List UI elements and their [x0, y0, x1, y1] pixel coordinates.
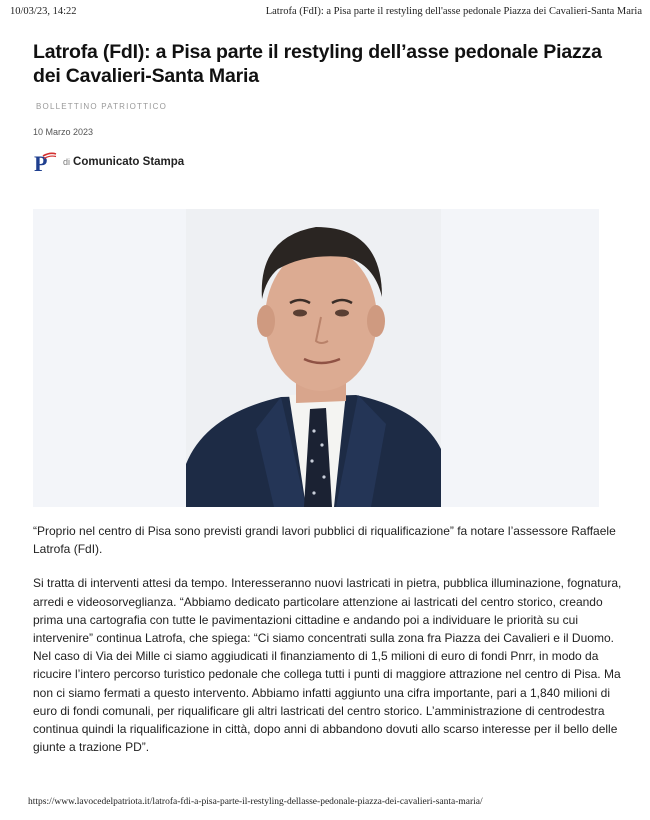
article-paragraph: “Proprio nel centro di Pisa sono previsti grandi lavori pubblici di riqualificazione” fa notare l’assessore Raffaele Latrofa (FdI).: [33, 524, 616, 557]
print-page-title: Latrofa (FdI): a Pisa parte il restyling dell'asse pedonale Piazza dei Cavalieri-Santa Maria: [265, 6, 642, 17]
print-footer-url: https://www.lavocedelpatriota.it/latrofa-fdi-a-pisa-parte-il-restyling-dellasse-pedonale-piazza-dei-cavalieri-santa-maria/: [28, 797, 483, 807]
author-prefix: di: [63, 157, 71, 167]
article-body: [33, 522, 623, 772]
article-title: Latrofa (FdI): a Pisa parte il restyling dell’asse pedonale Piazza dei Cavalieri-Santa Maria: [33, 41, 602, 87]
portrait-photo: [186, 209, 441, 507]
author-name[interactable]: Comunicato Stampa: [73, 156, 185, 168]
author-byline: [33, 150, 184, 174]
hero-image: [33, 209, 599, 507]
article-paragraph: Si tratta di interventi attesi da tempo. Interesseranno nuovi lastricati in pietra, pubblica illuminazione, fognatura, arredi e videosorveglianza. “Abbiamo dedicato particolare attenzione ai lastricati del centro storico, creando prima una cartografia con tutte le pavimentazioni cittadine e andando poi a individuare le priorità su cui intervenire” continua Latrofa, che spiega: “Ci siamo concentrati sulla zona fra Piazza dei Cavalieri e il Duomo. Nel caso di Via dei Mille ci siamo aggiudicati il finanziamento di 1,5 milioni di euro di fondi Pnrr, in modo da ricucire l’intero percorso turistico pedonale che collega tutti i punti di maggiore attrazione nel centro di Pisa. Ma non ci siamo fermati a questo intervento. Abbiamo infatti aggiunto una cifra importante, pari a 1,840 milioni di euro di fondi comunali, per riqualificare gli altri lastricati del centro storico. L’amministrazione di centrodestra continua quindi la riqualificazione in città, dopo anni di abbandono dovuti allo scarso interesse per il bello delle giunte a trazione PD”.: [33, 576, 622, 755]
print-datetime: 10/03/23, 14:22: [10, 6, 77, 17]
svg-text:P: P: [34, 151, 48, 174]
article-date: 10 Marzo 2023: [33, 127, 94, 137]
article-category[interactable]: BOLLETTINO PATRIOTTICO: [36, 102, 168, 111]
site-logo-icon[interactable]: [33, 150, 57, 174]
